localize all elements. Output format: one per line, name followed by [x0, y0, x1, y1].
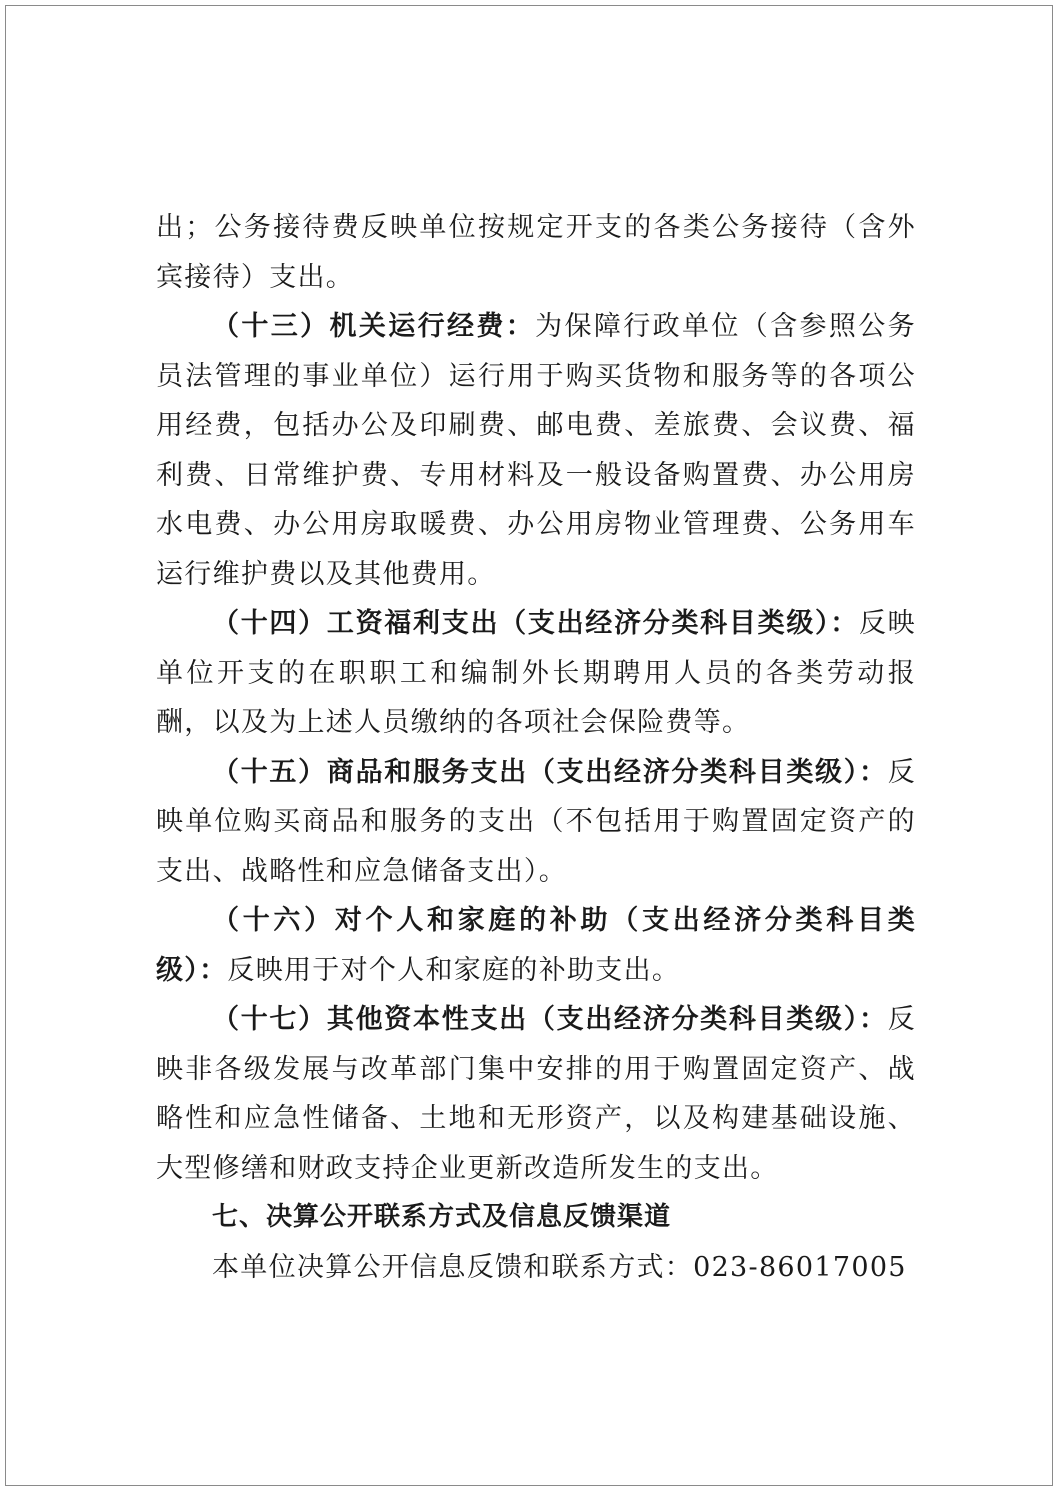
contact-line: 本单位决算公开信息反馈和联系方式：023-86017005	[212, 1251, 907, 1283]
paragraph-text: 出；公务接待费反映单位按规定开支的各类公务接待（含外宾接待）支出。	[156, 212, 916, 293]
item-label: （十五）商品和服务支出（支出经济分类科目类级）：	[212, 756, 888, 788]
section-heading: 七、决算公开联系方式及信息反馈渠道	[212, 1202, 672, 1232]
document-page	[5, 5, 1053, 1486]
item-label: （十六）对个人和家庭的补助（支出经济分类科目类级）：	[156, 905, 916, 986]
item-label: （十七）其他资本性支出（支出经济分类科目类级）：	[212, 1004, 888, 1035]
paragraph-text: 反映用于对个人和家庭的补助支出。	[227, 954, 681, 986]
paragraph-item-14	[156, 599, 916, 748]
paragraph-reception-expense	[156, 203, 916, 302]
paragraph-item-16	[156, 896, 916, 995]
paragraph-item-17	[156, 995, 916, 1193]
document-body	[156, 203, 916, 1292]
paragraph-text: 反映单位开支的在职职工和编制外长期聘用人员的各类劳动报酬，以及为上述人员缴纳的各项社会保险费等。	[156, 608, 916, 738]
paragraph-item-13	[156, 302, 916, 599]
paragraph-item-15	[156, 748, 916, 897]
paragraph-text: 反映单位购买商品和服务的支出（不包括用于购置固定资产的支出、战略性和应急储备支出）。	[156, 756, 916, 887]
item-label: （十四）工资福利支出（支出经济分类科目类级）：	[212, 608, 859, 639]
paragraph-text: 为保障行政单位（含参照公务员法管理的事业单位）运行用于购买货物和服务等的各项公用经费，包括办公及印刷费、邮电费、差旅费、会议费、福利费、日常维护费、专用材料及一般设备购置费、办公用房水电费、办公用房取暖费、办公用房物业管理费、公务用车运行维护费以及其他费用。	[156, 311, 916, 590]
paragraph-text: 反映非各级发展与改革部门集中安排的用于购置固定资产、战略性和应急性储备、土地和无形资产，以及构建基础设施、大型修缮和财政支持企业更新改造所发生的支出。	[156, 1004, 916, 1184]
item-label: （十三）机关运行经费：	[212, 311, 536, 342]
